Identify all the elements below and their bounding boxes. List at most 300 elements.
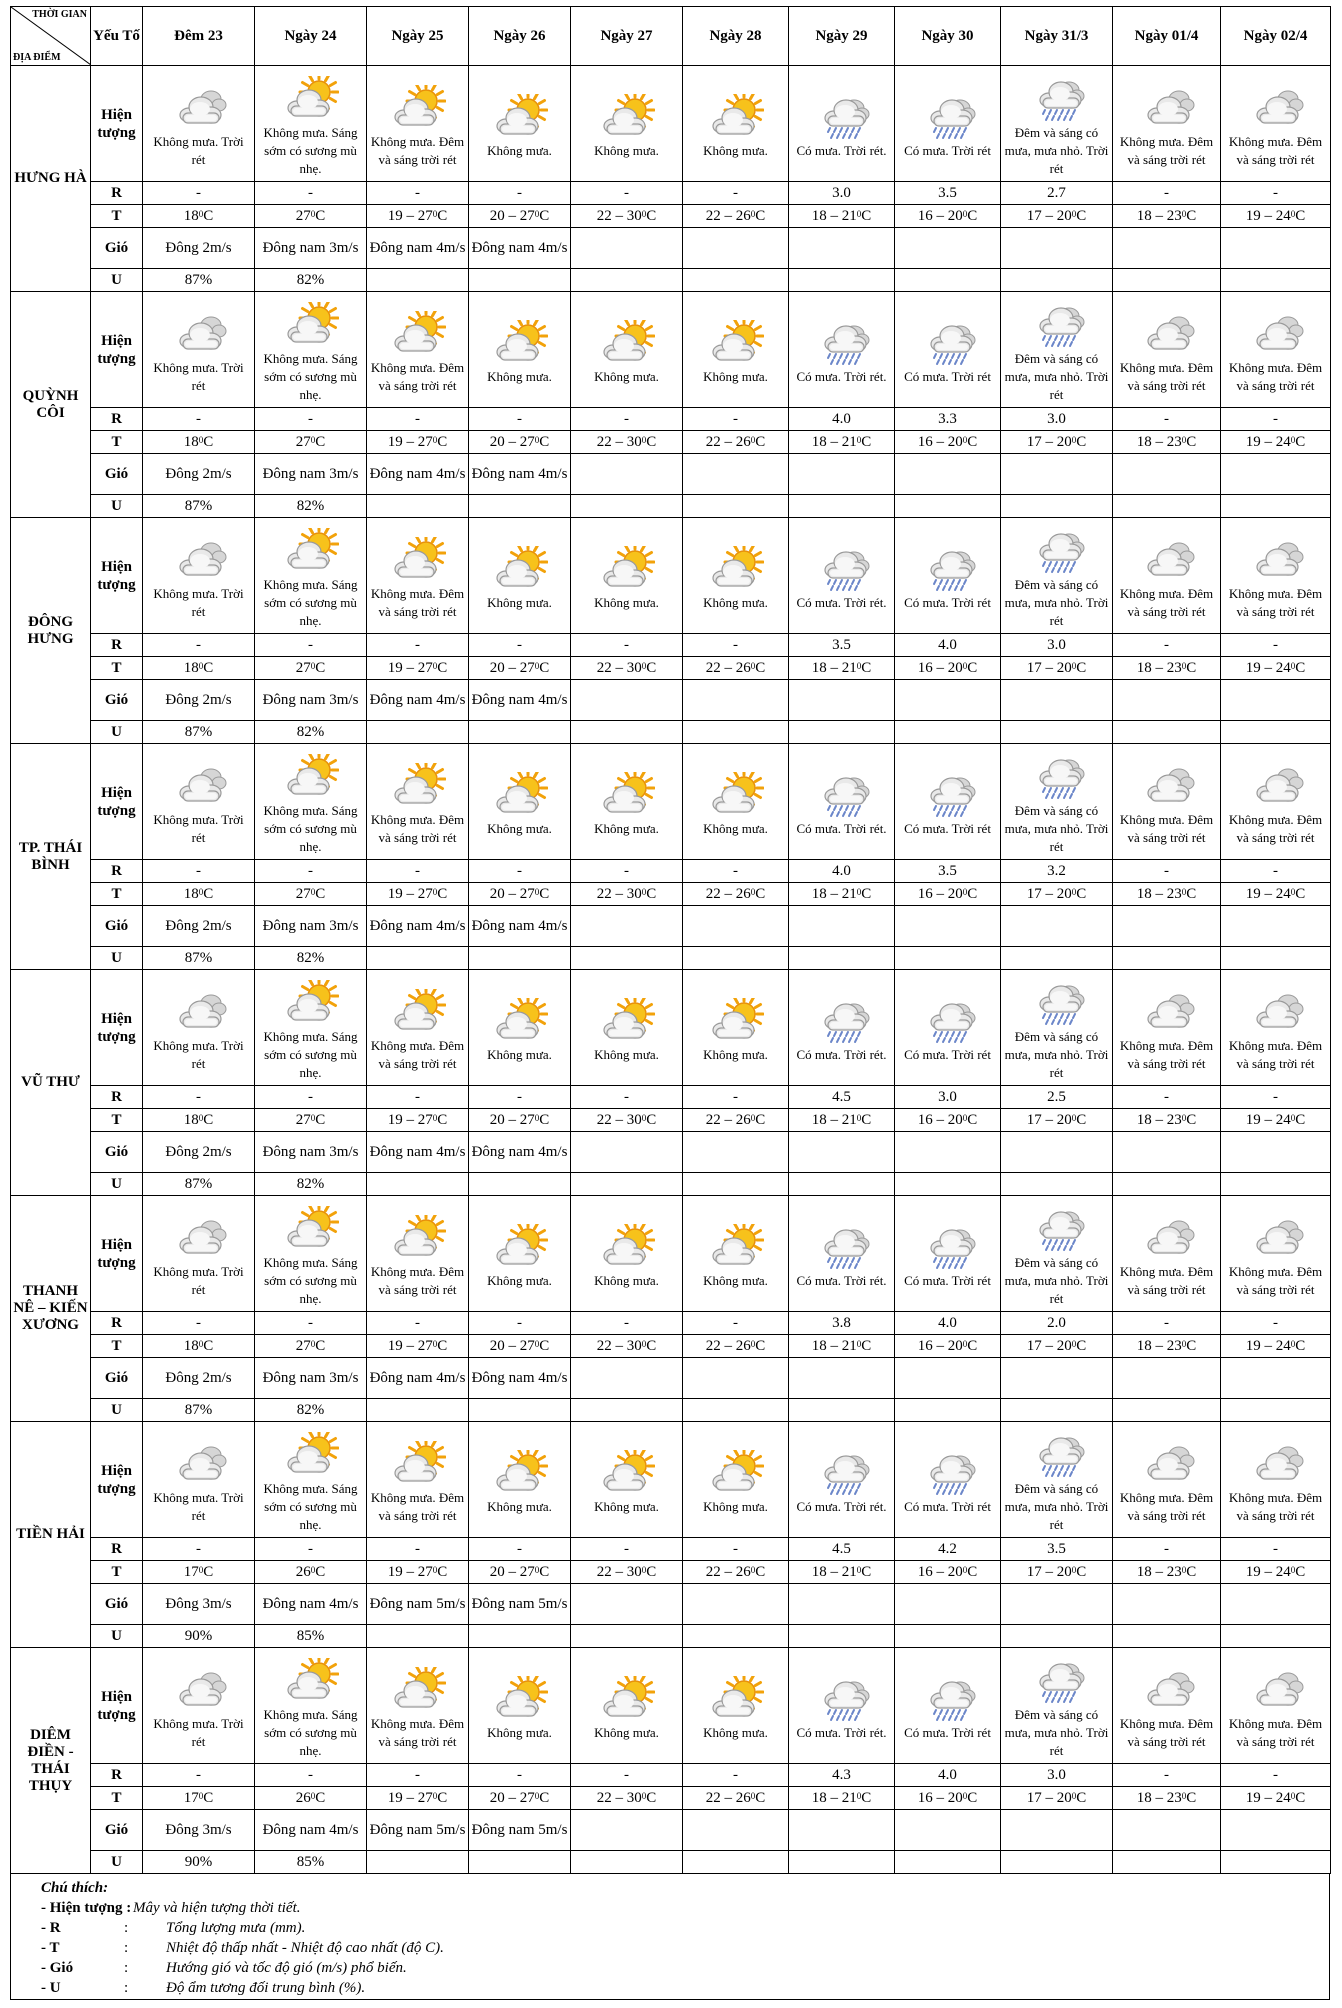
rain-value: -	[469, 1538, 571, 1561]
degree-mark: 0	[856, 1338, 862, 1349]
weather-description: Không mưa. Đêm và sáng trời rét	[1119, 585, 1214, 619]
weather-description: Có mưa. Trời rét	[904, 368, 991, 384]
weather-cell	[255, 1648, 367, 1764]
element-label-r: R	[91, 408, 143, 431]
temp-value	[1001, 1787, 1113, 1810]
weather-description: Không mưa. Đêm và sáng trời rét	[1119, 359, 1214, 393]
wind-value	[895, 906, 1001, 947]
weather-cell	[469, 292, 571, 408]
weather-row	[11, 518, 1331, 634]
temp-unit-c: C	[967, 1111, 978, 1128]
element-label-gio: Gió	[91, 228, 143, 269]
weather-description: Không mưa. Trời rét	[153, 359, 244, 393]
humidity-value	[1221, 1173, 1331, 1196]
wind-value	[683, 1358, 789, 1399]
partly-sunny-icon	[367, 989, 468, 1035]
element-label-u: U	[91, 269, 143, 292]
degree-mark: 0	[1181, 1338, 1187, 1349]
wind-value: Đông nam 3m/s	[255, 1132, 367, 1173]
wind-value	[789, 454, 895, 495]
weather-cell	[571, 970, 683, 1086]
rain-value: -	[1221, 1312, 1331, 1335]
temp-unit-c: C	[1186, 1337, 1197, 1354]
temp-unit-c: C	[1076, 1337, 1087, 1354]
weather-cell	[1001, 66, 1113, 182]
element-label-t: T	[91, 1335, 143, 1358]
temp-value	[143, 1561, 255, 1584]
weather-description: Không mưa.	[594, 1498, 659, 1514]
weather-cell	[1221, 1422, 1331, 1538]
forecast-document	[10, 6, 1330, 1996]
humidity-value: 85%	[255, 1625, 367, 1648]
temp-unit-c: C	[539, 1563, 550, 1580]
humidity-row	[11, 1399, 1331, 1422]
humidity-value	[1221, 721, 1331, 744]
element-label-t: T	[91, 1109, 143, 1132]
temp-unit-c: C	[967, 207, 978, 224]
rain-value: -	[571, 1764, 683, 1787]
cloudy-icon	[1221, 1667, 1330, 1713]
wind-value	[1001, 680, 1113, 721]
wind-value	[895, 680, 1001, 721]
temp-row	[11, 657, 1331, 680]
weather-description: Không mưa. Đêm và sáng trời rét	[370, 811, 465, 845]
degree-mark: 0	[310, 434, 316, 445]
temp-row	[11, 431, 1331, 454]
wind-value	[571, 906, 683, 947]
temp-unit-c: C	[203, 1111, 214, 1128]
wind-value	[1221, 1584, 1331, 1625]
cloudy-icon	[1113, 1441, 1220, 1487]
weather-cell	[789, 518, 895, 634]
temp-unit-c: C	[1076, 885, 1087, 902]
wind-value	[1001, 1810, 1113, 1851]
humidity-value	[1001, 721, 1113, 744]
degree-mark: 0	[310, 886, 316, 897]
temp-unit-c: C	[1295, 1563, 1306, 1580]
humidity-value	[1221, 495, 1331, 518]
weather-cell	[683, 744, 789, 860]
weather-description: Không mưa. Trời rét	[153, 1489, 244, 1523]
humidity-value	[1113, 495, 1221, 518]
temp-number: 19 – 24	[1245, 885, 1291, 902]
element-label-gio: Gió	[91, 1584, 143, 1625]
weather-description: Có mưa. Trời rét	[904, 1272, 991, 1288]
weather-cell	[789, 66, 895, 182]
weather-cell	[255, 970, 367, 1086]
wind-value	[683, 1132, 789, 1173]
temp-value	[789, 205, 895, 228]
wind-value: Đông nam 4m/s	[469, 454, 571, 495]
legend-value: Độ ẩm tương đối trung bình (%).	[166, 1980, 366, 1996]
wind-value	[683, 228, 789, 269]
temp-number: 18 – 21	[811, 1337, 857, 1354]
humidity-value	[367, 721, 469, 744]
partly-sunny-icon	[683, 1676, 788, 1722]
temp-unit-c: C	[203, 433, 214, 450]
humidity-value: 85%	[255, 1851, 367, 1874]
wind-value: Đông nam 5m/s	[469, 1584, 571, 1625]
degree-mark: 0	[856, 1564, 862, 1575]
humidity-value	[1001, 1851, 1113, 1874]
temp-number: 20 – 27	[489, 433, 535, 450]
temp-value	[683, 1787, 789, 1810]
day-header: Ngày 24	[255, 7, 367, 66]
degree-mark: 0	[1290, 660, 1296, 671]
degree-mark: 0	[1071, 1112, 1077, 1123]
rain-value: -	[1113, 1086, 1221, 1109]
cloudy-icon	[143, 85, 254, 131]
rain-value: -	[367, 860, 469, 883]
temp-value	[469, 1335, 571, 1358]
weather-cell	[1113, 1648, 1221, 1764]
wind-value: Đông nam 4m/s	[469, 1132, 571, 1173]
humidity-value	[789, 1625, 895, 1648]
partly-sunny-icon	[683, 320, 788, 366]
weather-cell	[1221, 970, 1331, 1086]
legend-value: Tổng lượng mưa (mm).	[166, 1920, 306, 1936]
temp-unit-c: C	[755, 1111, 766, 1128]
temp-value	[469, 431, 571, 454]
cloudy-icon	[1221, 85, 1330, 131]
temp-number: 18	[183, 885, 199, 902]
weather-cell	[789, 1196, 895, 1312]
rain-value: -	[683, 1086, 789, 1109]
partly-sunny-icon	[469, 1224, 570, 1270]
rain-value: 3.5	[1001, 1538, 1113, 1561]
weather-cell	[367, 66, 469, 182]
temp-value	[367, 431, 469, 454]
temp-value	[469, 1109, 571, 1132]
weather-cell	[895, 1648, 1001, 1764]
temp-value	[1221, 1109, 1331, 1132]
day-header: Ngày 26	[469, 7, 571, 66]
temp-value	[895, 1109, 1001, 1132]
weather-cell	[683, 292, 789, 408]
temp-number: 16 – 20	[917, 659, 963, 676]
temp-unit-c: C	[1186, 1789, 1197, 1806]
humidity-value	[1221, 947, 1331, 970]
temp-unit-c: C	[539, 659, 550, 676]
temp-number: 18 – 23	[1136, 885, 1182, 902]
temp-number: 16 – 20	[917, 885, 963, 902]
humidity-value: 82%	[255, 1399, 367, 1422]
temp-number: 19 – 27	[387, 1337, 433, 1354]
weather-description: Đêm và sáng có mưa, mưa nhỏ. Trời rét	[1004, 1028, 1109, 1080]
weather-cell	[255, 744, 367, 860]
wind-value	[895, 1132, 1001, 1173]
humidity-value: 82%	[255, 947, 367, 970]
weather-row	[11, 1648, 1331, 1764]
day-header: Ngày 25	[367, 7, 469, 66]
weather-cell	[571, 518, 683, 634]
weather-description: Không mưa.	[594, 1046, 659, 1062]
humidity-value	[1221, 1625, 1331, 1648]
location-name: HƯNG HÀ	[11, 66, 91, 292]
temp-number: 18 – 23	[1136, 1563, 1182, 1580]
degree-mark: 0	[1071, 1790, 1077, 1801]
legend-item	[41, 1958, 1329, 1978]
cloudy-icon	[1113, 85, 1220, 131]
weather-cell	[789, 1422, 895, 1538]
temp-number: 16 – 20	[917, 1563, 963, 1580]
temp-value	[1221, 1335, 1331, 1358]
rain-value: -	[469, 860, 571, 883]
element-label-gio: Gió	[91, 1358, 143, 1399]
weather-cell	[469, 518, 571, 634]
rain-value: 3.5	[895, 860, 1001, 883]
weather-cell	[1113, 518, 1221, 634]
weather-description: Không mưa. Đêm và sáng trời rét	[1119, 1715, 1214, 1749]
degree-mark: 0	[310, 660, 316, 671]
rain-value: -	[1221, 1764, 1331, 1787]
humidity-value: 82%	[255, 495, 367, 518]
rain-icon	[1001, 1432, 1112, 1478]
humidity-row	[11, 269, 1331, 292]
temp-value	[143, 883, 255, 906]
rain-icon	[1001, 302, 1112, 348]
legend-sep: :	[124, 1980, 129, 1996]
rain-value: -	[1221, 634, 1331, 657]
degree-mark: 0	[1181, 886, 1187, 897]
temp-value	[895, 883, 1001, 906]
element-label-u: U	[91, 1399, 143, 1422]
rain-value: 3.0	[895, 1086, 1001, 1109]
weather-cell	[1221, 66, 1331, 182]
wind-value	[895, 1584, 1001, 1625]
wind-value: Đông nam 5m/s	[367, 1584, 469, 1625]
weather-description: Không mưa.	[487, 1272, 552, 1288]
weather-cell	[789, 292, 895, 408]
rain-value: -	[469, 1764, 571, 1787]
humidity-value	[367, 1625, 469, 1648]
temp-number: 27	[295, 1111, 311, 1128]
temp-unit-c: C	[1186, 1563, 1197, 1580]
partly-sunny-icon	[367, 1667, 468, 1713]
wind-value: Đông 3m/s	[143, 1810, 255, 1851]
wind-value	[789, 228, 895, 269]
wind-value: Đông nam 4m/s	[469, 1358, 571, 1399]
temp-unit-c: C	[861, 207, 872, 224]
temp-number: 17 – 20	[1026, 885, 1072, 902]
rain-value: -	[571, 1538, 683, 1561]
weather-cell	[143, 1648, 255, 1764]
degree-mark: 0	[750, 1112, 756, 1123]
legend-value: Hướng gió và tốc độ gió (m/s) phổ biến.	[166, 1960, 407, 1976]
wind-value: Đông nam 3m/s	[255, 680, 367, 721]
legend-value: Mây và hiện tượng thời tiết.	[133, 1900, 301, 1916]
temp-value	[683, 1335, 789, 1358]
humidity-value: 82%	[255, 269, 367, 292]
temp-number: 26	[295, 1789, 311, 1806]
degree-mark: 0	[641, 1112, 647, 1123]
weather-cell	[255, 518, 367, 634]
legend-key: - U	[41, 1980, 61, 1996]
weather-cell	[1001, 1648, 1113, 1764]
wind-value: Đông nam 4m/s	[469, 906, 571, 947]
humidity-value	[1221, 269, 1331, 292]
partly-sunny-icon	[255, 980, 366, 1026]
degree-mark: 0	[856, 434, 862, 445]
weather-cell	[469, 744, 571, 860]
humidity-value	[789, 1173, 895, 1196]
legend-sep: :	[124, 1960, 129, 1976]
rain-value: -	[469, 408, 571, 431]
weather-description: Có mưa. Trời rét.	[796, 142, 887, 158]
wind-value	[789, 1132, 895, 1173]
element-label-u: U	[91, 947, 143, 970]
humidity-value	[1113, 1625, 1221, 1648]
partly-sunny-icon	[255, 528, 366, 574]
wind-value	[1001, 1132, 1113, 1173]
weather-cell	[469, 1422, 571, 1538]
weather-description: Có mưa. Trời rét	[904, 820, 991, 836]
humidity-value	[1001, 1625, 1113, 1648]
temp-unit-c: C	[1295, 1337, 1306, 1354]
humidity-value	[895, 1399, 1001, 1422]
rain-icon	[789, 1676, 894, 1722]
humidity-value	[469, 1851, 571, 1874]
rain-value: -	[683, 634, 789, 657]
humidity-value	[571, 1173, 683, 1196]
day-header: Ngày 02/4	[1221, 7, 1331, 66]
humidity-row	[11, 721, 1331, 744]
partly-sunny-icon	[571, 1450, 682, 1496]
temp-unit-c: C	[967, 885, 978, 902]
degree-mark: 0	[1071, 1564, 1077, 1575]
weather-cell	[895, 518, 1001, 634]
weather-description: Không mưa. Đêm và sáng trời rét	[1119, 1037, 1214, 1071]
humidity-value	[789, 1851, 895, 1874]
weather-description: Không mưa. Trời rét	[153, 585, 244, 619]
rain-value: -	[1221, 1086, 1331, 1109]
weather-description: Không mưa. Đêm và sáng trời rét	[370, 133, 465, 167]
degree-mark: 0	[534, 1338, 540, 1349]
rain-value: -	[571, 1312, 683, 1335]
temp-number: 20 – 27	[489, 1111, 535, 1128]
temp-number: 18 – 21	[811, 1789, 857, 1806]
day-header: Đêm 23	[143, 7, 255, 66]
weather-cell	[571, 66, 683, 182]
rain-value: -	[367, 408, 469, 431]
temp-value	[1113, 1109, 1221, 1132]
temp-unit-c: C	[755, 1563, 766, 1580]
humidity-value	[1001, 947, 1113, 970]
element-label-hien-tuong: Hiện tượng	[91, 970, 143, 1086]
cloudy-icon	[143, 763, 254, 809]
degree-mark: 0	[641, 1564, 647, 1575]
rain-value: -	[683, 1538, 789, 1561]
humidity-value	[895, 1173, 1001, 1196]
humidity-value	[571, 495, 683, 518]
rain-value: -	[255, 1312, 367, 1335]
temp-value	[367, 657, 469, 680]
day-header: Ngày 29	[789, 7, 895, 66]
weather-description: Không mưa.	[594, 1272, 659, 1288]
wind-value	[1221, 228, 1331, 269]
weather-description: Không mưa. Sáng sớm có sương mù nhẹ.	[263, 1480, 358, 1532]
temp-value	[895, 657, 1001, 680]
humidity-value	[1113, 1851, 1221, 1874]
partly-sunny-icon	[469, 998, 570, 1044]
humidity-value	[683, 1399, 789, 1422]
temp-value	[143, 1335, 255, 1358]
temp-number: 22 – 30	[596, 1111, 642, 1128]
temp-value	[1113, 1561, 1221, 1584]
element-label-gio: Gió	[91, 680, 143, 721]
humidity-value	[469, 721, 571, 744]
temp-number: 16 – 20	[917, 1337, 963, 1354]
weather-description: Có mưa. Trời rét.	[796, 1046, 887, 1062]
weather-description: Không mưa. Trời rét	[153, 133, 244, 167]
wind-value: Đông nam 5m/s	[469, 1810, 571, 1851]
temp-unit-c: C	[437, 207, 448, 224]
temp-number: 18 – 21	[811, 659, 857, 676]
weather-cell	[1001, 744, 1113, 860]
wind-value	[683, 906, 789, 947]
humidity-value	[683, 269, 789, 292]
temp-value	[1113, 883, 1221, 906]
temp-value	[469, 657, 571, 680]
rain-value: -	[1113, 860, 1221, 883]
degree-mark: 0	[1181, 660, 1187, 671]
weather-description: Không mưa.	[594, 142, 659, 158]
temp-unit-c: C	[315, 1563, 326, 1580]
wind-value: Đông nam 4m/s	[469, 680, 571, 721]
temp-value	[143, 1109, 255, 1132]
weather-cell	[1221, 1648, 1331, 1764]
element-label-hien-tuong: Hiện tượng	[91, 1648, 143, 1764]
legend-key: - R	[41, 1920, 61, 1936]
degree-mark: 0	[534, 1112, 540, 1123]
weather-description: Không mưa.	[487, 1498, 552, 1514]
weather-description: Đêm và sáng có mưa, mưa nhỏ. Trời rét	[1004, 124, 1109, 176]
element-label-t: T	[91, 1787, 143, 1810]
partly-sunny-icon	[571, 772, 682, 818]
temp-number: 18 – 23	[1136, 1789, 1182, 1806]
rain-value: 4.0	[789, 408, 895, 431]
wind-value	[1113, 1810, 1221, 1851]
partly-sunny-icon	[469, 772, 570, 818]
humidity-value	[895, 495, 1001, 518]
location-name: VŨ THƯ	[11, 970, 91, 1196]
weather-cell	[571, 1648, 683, 1764]
temp-number: 22 – 26	[705, 1563, 751, 1580]
day-header: Ngày 31/3	[1001, 7, 1113, 66]
temp-unit-c: C	[437, 433, 448, 450]
temp-value	[1113, 657, 1221, 680]
humidity-value	[895, 1625, 1001, 1648]
element-label-u: U	[91, 1851, 143, 1874]
weather-row	[11, 292, 1331, 408]
wind-value	[895, 1810, 1001, 1851]
rain-row	[11, 1086, 1331, 1109]
partly-sunny-icon	[367, 763, 468, 809]
weather-cell	[1001, 970, 1113, 1086]
temp-number: 16 – 20	[917, 1111, 963, 1128]
rain-value: 4.3	[789, 1764, 895, 1787]
weather-description: Không mưa.	[703, 142, 768, 158]
rain-row	[11, 1538, 1331, 1561]
temp-unit-c: C	[646, 1337, 657, 1354]
weather-cell	[1221, 1196, 1331, 1312]
wind-value: Đông nam 3m/s	[255, 228, 367, 269]
temp-row	[11, 883, 1331, 906]
degree-mark: 0	[1181, 208, 1187, 219]
element-header: Yếu Tố	[91, 7, 143, 66]
degree-mark: 0	[432, 1564, 438, 1575]
degree-mark: 0	[962, 886, 968, 897]
